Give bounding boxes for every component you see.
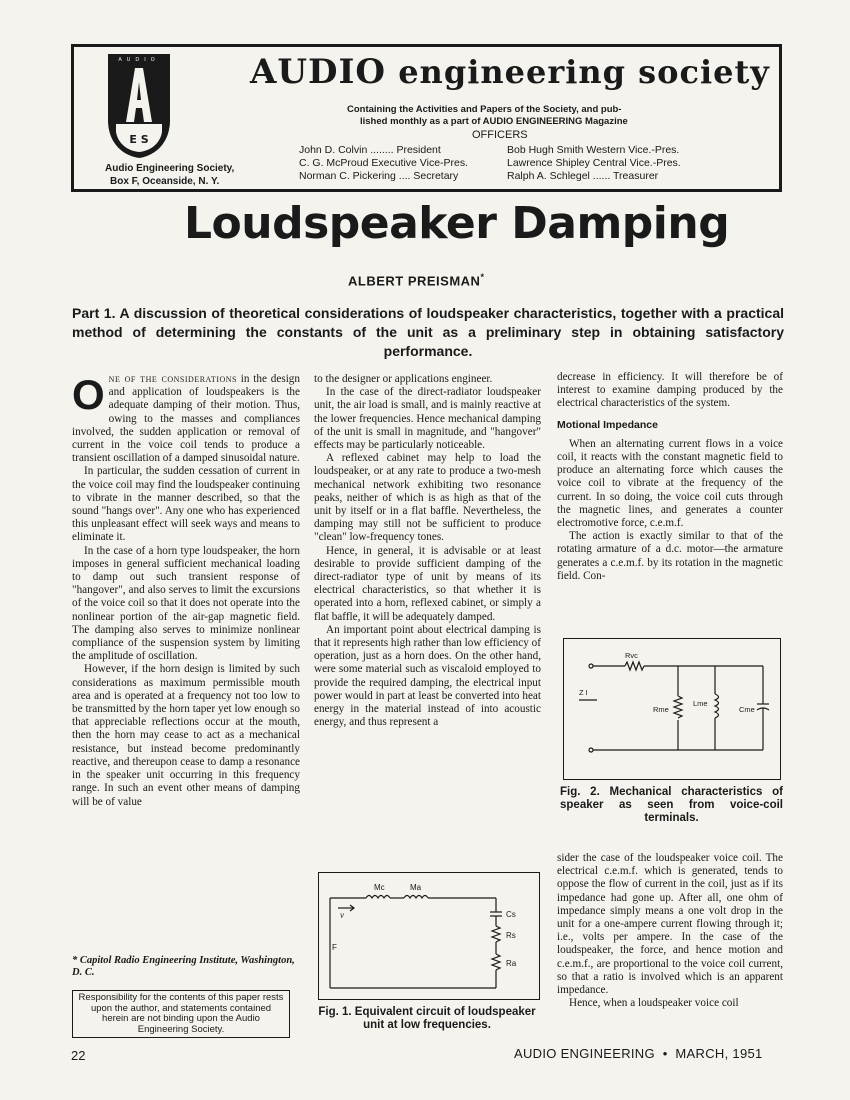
drop-cap: O (72, 371, 105, 418)
col2-paragraph-3: A reflexed cabinet may help to load the loudspeaker, or at any rate to produce a two-mesh mechanical network exhibiting two resonance peaks, neither of which is as high as that of the unit by itself or in a flat baffle. Nevertheless, the damping may still not be sufficient to produce "clean" low-frequency tones. (314, 452, 541, 544)
page-number: 22 (71, 1048, 86, 1063)
col2-paragraph-2: In the case of the direct-radiator loudspeaker unit, the air load is small, and is mainly reactive at the lower frequencies. Hence mechanical damping of the unit is small in magnitude, and "hangover" effects may be particularly noticeable. (314, 386, 541, 452)
author: ALBERT PREISMAN* (348, 272, 485, 289)
society-address-line2: Box F, Oceanside, N. Y. (110, 176, 220, 187)
column-1 (72, 373, 300, 809)
logo-es-text: E S (129, 133, 149, 146)
col3-paragraph-4: sider the case of the loudspeaker voice coil. The electrical c.e.m.f. which is generated, tends to oppose the flow of current in the coil, just as if its impedance had gone up. After all, one ohm of impedance simply means a one volt drop in the unit for a one-ampere current flowing through it; i.e., volts per ampere. In the case of the loudspeaker, the force, and hence motion and c.e.m.f., are proportional to the voice coil current, so that a ratio is involved which is an apparent impedance. (557, 852, 783, 997)
fig1-label-cs: Cs (506, 910, 516, 919)
col2-paragraph-1: to the designer or applications engineer. (314, 373, 493, 385)
fig2-label-rvc: Rvc (625, 651, 638, 660)
officer-central-vp: Lawrence Shipley Central Vice.-Pres. (507, 157, 681, 169)
tagline-line2: lished monthly as a part of AUDIO ENGINEERING Magazine (360, 116, 628, 127)
col3-paragraph-5: Hence, when a loudspeaker voice coil (569, 997, 739, 1010)
officer-president: John D. Colvin ........ President (299, 144, 441, 156)
col2-paragraph-4: Hence, in general, it is advisable or at least desirable to provide sufficient damping of the direct-radiator type of unit by means of its electrical characteristics, so that whether it is operated into a horn, reflexed cabinet, or simply a flat baffle, it will be adequately damped. (314, 544, 541, 623)
col1-paragraph-1: One of the considerations in the design and application of loudspeakers is the adequate damping of their motion. Thus, owing to the masses and compliances involved, the sudden application or removal of current in the voice coil tends to produce a transient oscillation of a damped sinusoidal nature. (72, 371, 300, 465)
logo-top-text: AUDIO (118, 57, 160, 63)
fig1-label-ma: Ma (410, 883, 422, 892)
column-3-continued (557, 852, 783, 1010)
fig2-label-lme: Lme (693, 699, 708, 708)
officers-heading: OFFICERS (472, 129, 528, 141)
column-3 (557, 371, 783, 583)
society-title: AUDIO engineering society (250, 52, 770, 92)
fig1-label-rs: Rs (506, 931, 516, 940)
col2-paragraph-5: An important point about electrical damping is that it represents high rather than low efficiency of operation, just as a horn does. On the other hand, were some material such as viscaloid employed to provide the required damping, the electrical input power would in part at least be converted into heat energy in the material instead of into acoustic energy, and thus represent a (314, 623, 541, 729)
col3-paragraph-2: When an alternating current flows in a voice coil, it reacts with the constant magnetic field to produce an alternating force which causes the voice coil to vibrate at the frequency of the current. In so doing, the voice coil cuts through the magnetic lines, and generates a counter electromotive force, c.e.m.f. (557, 437, 783, 530)
fig2-caption: Fig. 2. Mechanical characteristics of speaker as seen from voice-coil terminals. (560, 786, 783, 824)
footer-bullet: • (662, 1046, 668, 1061)
society-address-line1: Audio Engineering Society, (105, 163, 235, 174)
responsibility-box: Responsibility for the contents of this paper rests upon the author, and statements contained herein are not binding upon the Audio Engineering Society. (72, 990, 290, 1038)
fig1-label-mc: Mc (374, 883, 385, 892)
col3-paragraph-1: decrease in efficiency. It will therefore be of interest to examine damping produced by the electrical characteristics of the system. (557, 371, 783, 410)
officer-exec-vp: C. G. McProud Executive Vice-Pres. (299, 157, 469, 169)
footer-publication: AUDIO ENGINEERING • MARCH, 1951 (514, 1046, 763, 1061)
col1-paragraph-2: In particular, the sudden cessation of current in the voice coil may find the loudspeaker continuing to vibrate in the manner described, so that the sound "hangs over". Any one who has experienced this unpleasant effect will seek ways and means to eliminate it. (72, 465, 300, 544)
fig1-label-v: v (340, 910, 344, 920)
officer-western-vp: Bob Hugh Smith Western Vice.-Pres. (507, 144, 680, 156)
fig1-label-f: F (332, 943, 337, 952)
fig1-caption: Fig. 1. Equivalent circuit of loudspeaker unit at low frequencies. (318, 1006, 536, 1031)
fig2-label-cme: Cme (739, 705, 755, 714)
fig2-label-zi: Z I (579, 688, 588, 697)
section-heading-motional-impedance: Motional Impedance (557, 418, 658, 431)
fig2-label-rme: Rme (653, 705, 669, 714)
article-title: Loudspeaker Damping (184, 198, 730, 249)
aes-logo (106, 52, 172, 160)
col3-paragraph-3: The action is exactly similar to that of the rotating armature of a d.c. motor—the armature generates a c.e.m.f. by its rotation in the magnetic field. Con- (557, 530, 783, 582)
fig1-circuit-diagram (318, 872, 540, 1000)
tagline-line1: Containing the Activities and Papers of the Society, and pub- (347, 104, 622, 115)
article-subtitle: Part 1. A discussion of theoretical considerations of loudspeaker characteristics, together with a practical method of determining the constants of the unit as a preliminary step in obtaining satisfactory performance. (72, 305, 784, 359)
officer-secretary: Norman C. Pickering .... Secretary (299, 170, 459, 182)
col1-paragraph-4: However, if the horn design is limited by such considerations as maximum permissible mouth area and is operated at a frequency not too low to be transmitted by the horn taper yet low enough so that appreciable reflections occur at the mouth, then the horn may cease to act as a mechanical resistance, but instead become predominantly reactive, and thereupon cease to damp a resonance in the speaker unit occurring in this frequency range. In such an event other means of damping will be of value (72, 663, 300, 808)
fig1-label-ra: Ra (506, 959, 517, 968)
author-footnote: * Capitol Radio Engineering Institute, Washington, D. C. (72, 955, 295, 978)
column-2 (314, 373, 541, 729)
officer-treasurer: Ralph A. Schlegel ...... Treasurer (507, 170, 659, 182)
fig2-circuit-diagram (563, 638, 781, 780)
col1-paragraph-3: In the case of a horn type loudspeaker, the horn imposes in general sufficient mechanical loading to damp out such transient response of "hangover", and also serves to limit the excursions of the voice coil so that it does not operate into the nonlinear portion of the air-gap magnetic field. The damping also serves to minimize nonlinear compliance of the suspension system by limiting the amplitude of oscillation. (72, 544, 300, 663)
